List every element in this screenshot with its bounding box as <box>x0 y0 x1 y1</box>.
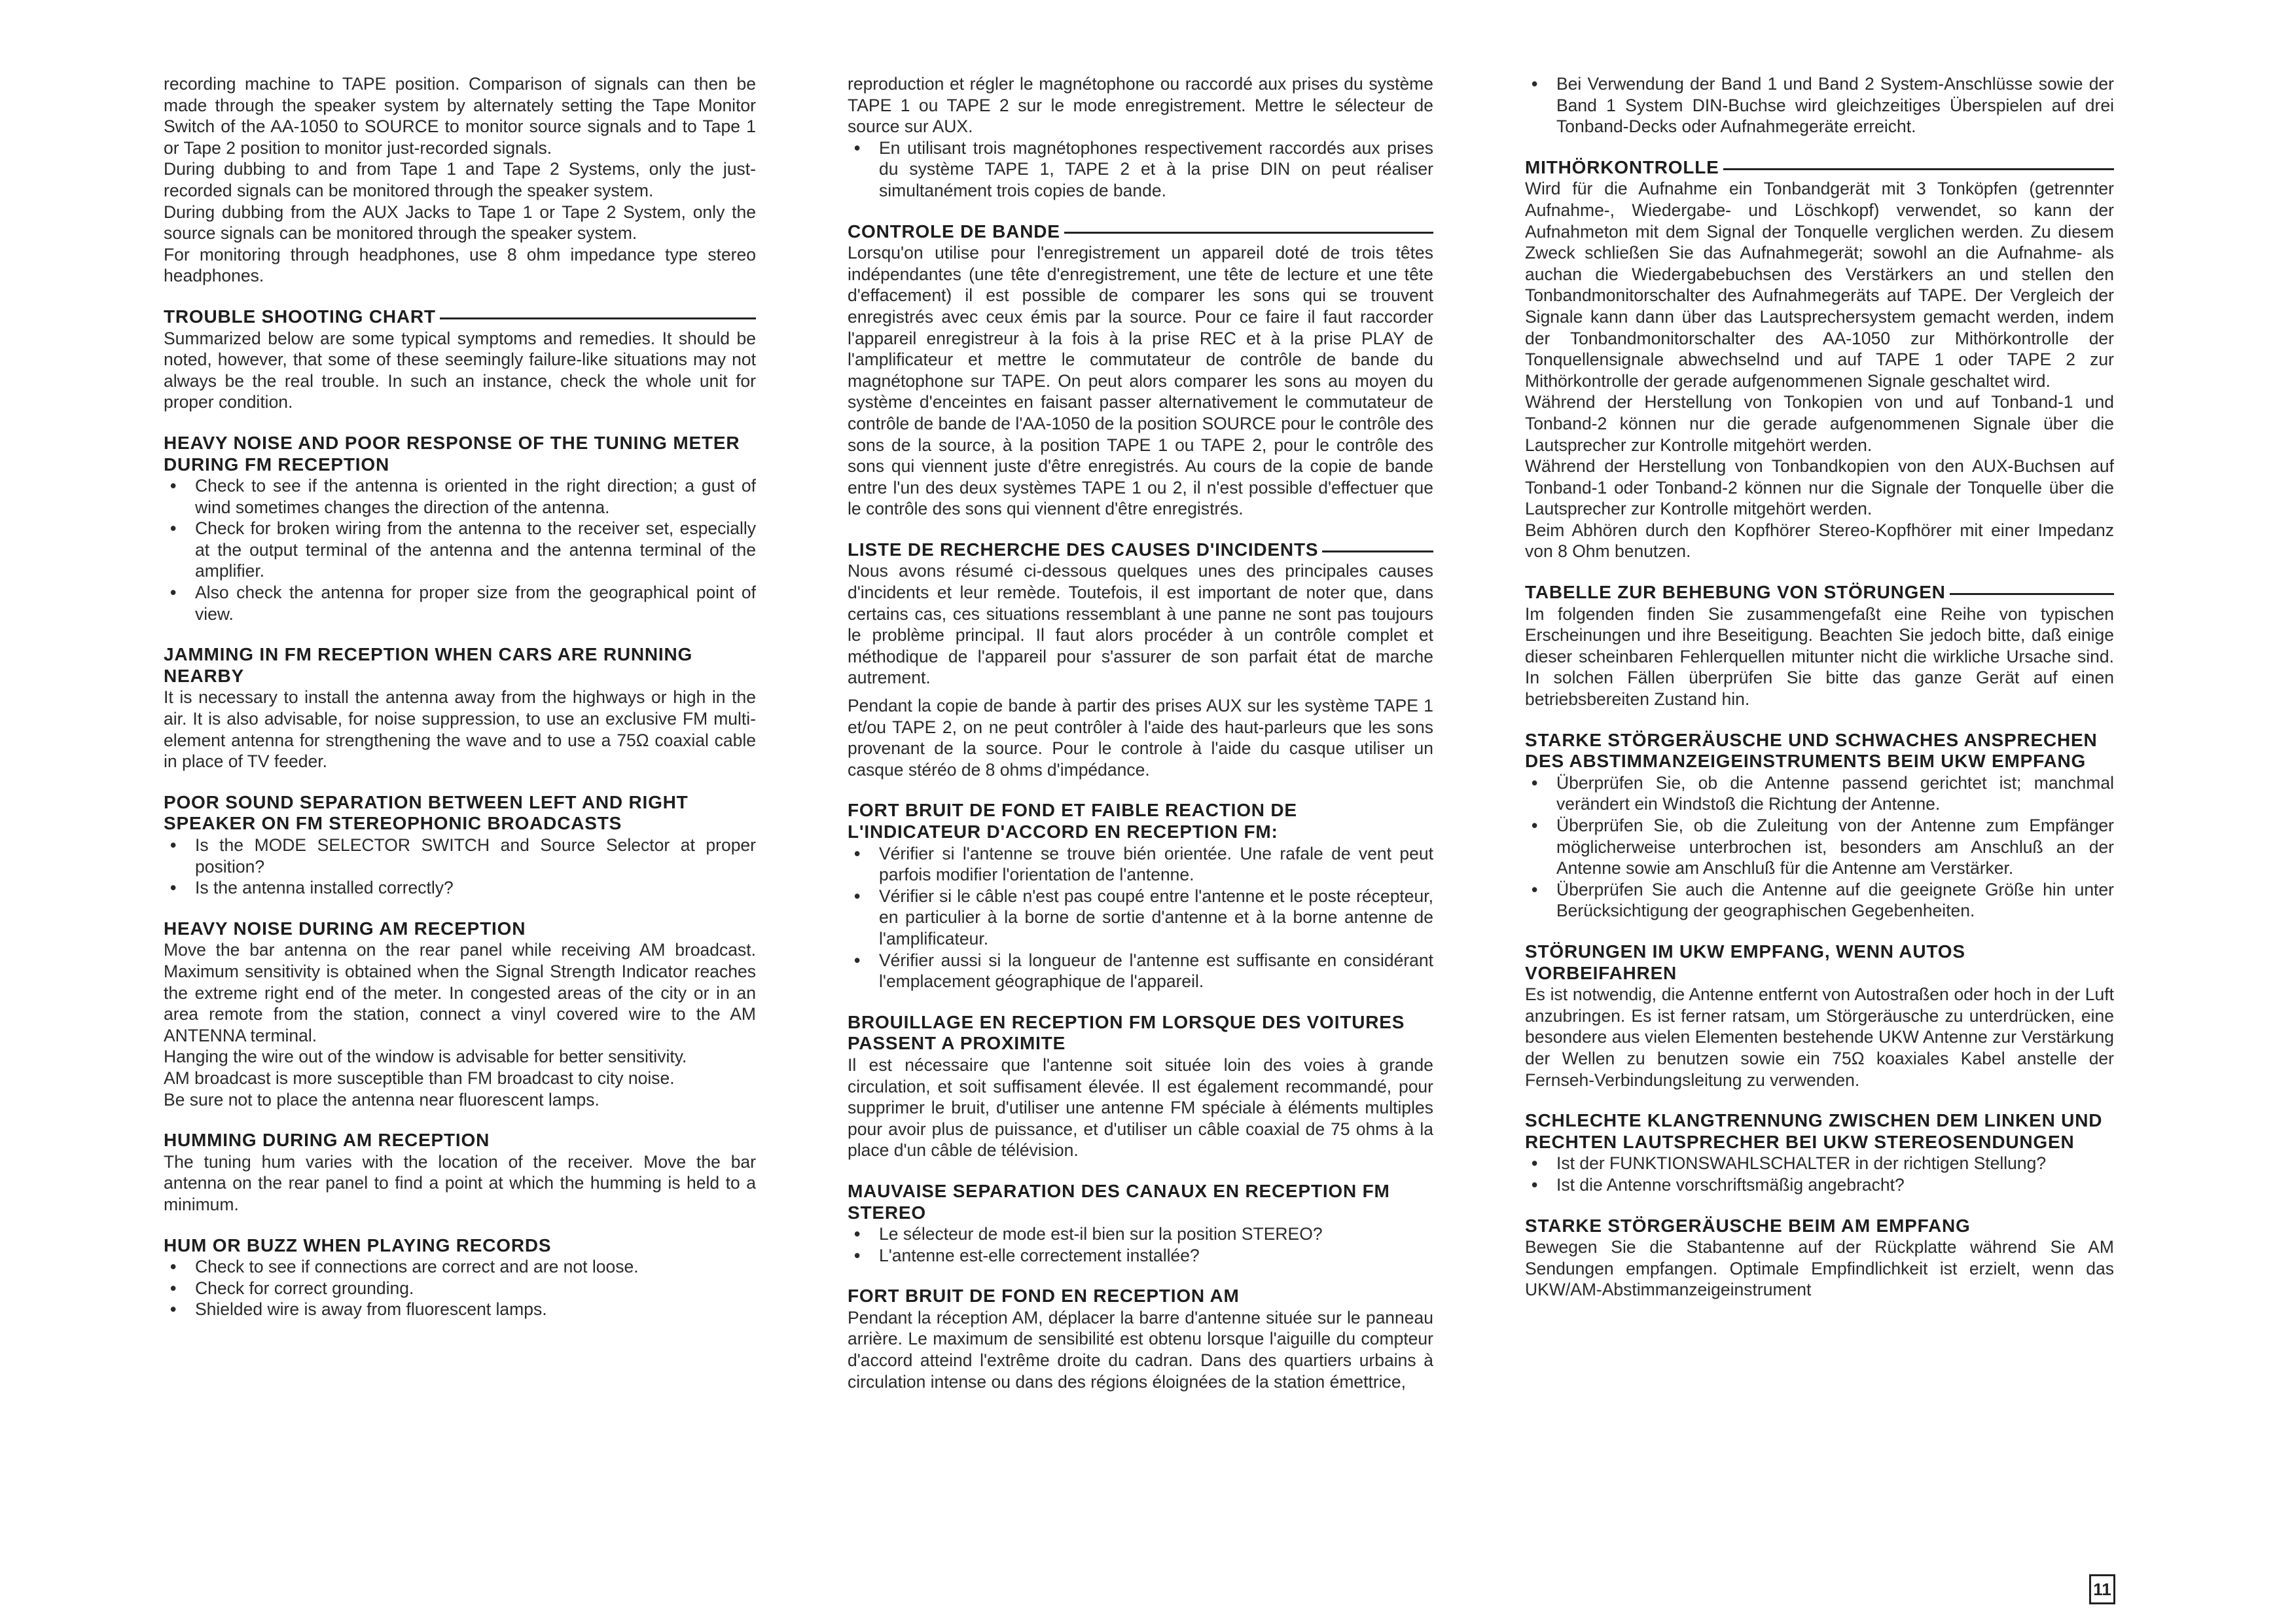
paragraph: Bewegen Sie die Stabantenne auf der Rückplatte während Sie AM Sendungen empfangen. Optimale Empfindlichkeit ist erzielt, wenn das UKW/AM-Abstimmanzeigeinstrument <box>1525 1237 2114 1300</box>
paragraph: Nous avons résumé ci-dessous quelques unes des principales causes d'incidents et leur remède. Toutefois, il est important de noter que, dans certains cas, ces situations ressemblant à une panne ne sont pas toujours le problème principal. Il faut alors procéder à un contrôle complet et méthodique de l'appareil pour s'assurer de son parfait état de marche autrement. <box>848 561 1433 688</box>
list-item: • Vérifier si le câble n'est pas coupé entre l'antenne et le poste récepteur, en particulier à la borne de sortie d'antenne et à la borne antenne de l'amplificateur. <box>848 886 1433 950</box>
section-heading: SCHLECHTE KLANGTRENNUNG ZWISCHEN DEM LINKEN UND RECHTEN LAUTSPRECHER BEI UKW STEREOSENDUNGEN <box>1525 1110 2103 1152</box>
list-item: • Überprüfen Sie, ob die Antenne passend gerichtet ist; manchmal verändert ein Windstoß die Richtung der Antenne. <box>1525 772 2114 815</box>
section-heading: STARKE STÖRGERÄUSCHE UND SCHWACHES ANSPRECHEN DES ABSTIMMANZEIGEINSTRUMENTS BEIM UKW EMPFANG <box>1525 729 2098 772</box>
paragraph: recording machine to TAPE position. Comparison of signals can then be made through the speaker system by alternately setting the Tape Monitor Switch of the AA-1050 to SOURCE to monitor source signals and to Tape 1 or Tape 2 position to monitor just-recorded signals. <box>164 74 756 158</box>
paragraph: Beim Abhören durch den Kopfhörer Stereo-Kopfhörer mit einer Impedanz von 8 Ohm benutzen. <box>1525 520 2114 562</box>
section-heading: STÖRUNGEN IM UKW EMPFANG, WENN AUTOS VORBEIFAHREN <box>1525 941 1965 983</box>
heading-rule <box>1322 550 1433 552</box>
paragraph: Während der Herstellung von Tonkopien von und auf Tonband-1 und Tonband-2 können nur die gerade aufgenommenen Signale über die Lautsprecher zur Kontrolle mitgehört werden. <box>1525 392 2114 455</box>
ukw-autos-section <box>1525 941 2114 1091</box>
section-heading: FORT BRUIT DE FOND EN RECEPTION AM <box>848 1286 1240 1307</box>
copie-intro <box>848 73 1433 202</box>
list-item: • L'antenne est-elle correctement installée? <box>848 1245 1433 1267</box>
section-heading: TROUBLE SHOOTING CHART <box>164 306 756 328</box>
page-number: 11 <box>2089 1574 2115 1604</box>
list-item: • Ist die Antenne vorschriftsmäßig angebracht? <box>1525 1174 2114 1196</box>
bullet-list <box>848 1223 1433 1266</box>
records-hum-section <box>164 1235 756 1320</box>
english-column <box>164 73 756 1340</box>
heading-rule <box>1950 593 2114 595</box>
paragraph: During dubbing to and from Tape 1 and Tape 2 Systems, only the just-recorded signals can be monitored through the speaker system. <box>164 159 756 200</box>
klangtrennung-section <box>1525 1110 2114 1195</box>
list-item: • Check to see if connections are correct and are not loose. <box>164 1256 756 1278</box>
list-item: • Check for correct grounding. <box>164 1278 756 1299</box>
list-item: • Überprüfen Sie auch die Antenne auf die geeignete Größe hin unter Berücksichtigung der geographischen Gegebenheiten. <box>1525 879 2114 922</box>
section-heading: JAMMING IN FM RECEPTION WHEN CARS ARE RUNNING NEARBY <box>164 644 693 686</box>
fm-separation-section <box>164 792 756 899</box>
heading-rule <box>1723 168 2114 170</box>
tabelle-section <box>1525 582 2114 710</box>
german-column <box>1525 73 2114 1320</box>
bullet-list <box>848 843 1433 992</box>
paragraph: Move the bar antenna on the rear panel while receiving AM broadcast. Maximum sensitivity is obtained when the Signal Strength Indicator reaches the extreme right end of the meter. In congested areas of the city or in an area remote from the station, connect a vinyl covered wire to the AM ANTENNA terminal. <box>164 940 756 1045</box>
section-heading: POOR SOUND SEPARATION BETWEEN LEFT AND RIGHT SPEAKER ON FM STEREOPHONIC BROADCASTS <box>164 791 689 834</box>
section-heading: FORT BRUIT DE FOND ET FAIBLE REACTION DE L'INDICATEUR D'ACCORD EN RECEPTION FM: <box>848 800 1297 842</box>
list-item: • Is the MODE SELECTOR SWITCH and Source Selector at proper position? <box>164 835 756 877</box>
paragraph: Es ist notwendig, die Antenne entfernt von Autostraßen oder hoch in der Luft anzubringen. Es ist ferner ratsam, um Störgeräusche zu unterdrücken, eine besondere aus vielen Elementen bestehende UKW Antenne zur Verstärkung der Wellen zu benutzen sowie ein 75Ω koaxiales Kabel anstelle der Fernseh-Verbindungsleitung zu verwenden. <box>1525 984 2114 1090</box>
list-item: • Bei Verwendung der Band 1 und Band 2 System-Anschlüsse sowie der Band 1 System DIN-Buchse wird gleichzeitiges Überspielen auf drei Tonband-Decks oder Aufnahmegeräte erreicht. <box>1525 73 2114 137</box>
list-item: • Vérifier aussi si la longueur de l'antenne est suffisante en considérant l'emplacement géographique de l'appareil. <box>848 950 1433 992</box>
paragraph: reproduction et régler le magnétophone ou raccordé aux prises du système TAPE 1 ou TAPE 2 sur le mode enregistrement. Mettre le sélecteur de source sur AUX. <box>848 74 1433 137</box>
heading-rule <box>1064 232 1433 234</box>
section-heading: LISTE DE RECHERCHE DES CAUSES D'INCIDENTS <box>848 539 1433 561</box>
section-heading: HUMMING DURING AM RECEPTION <box>164 1130 490 1151</box>
bullet-list <box>164 475 756 624</box>
paragraph: Be sure not to place the antenna near fluorescent lamps. <box>164 1089 600 1110</box>
list-item: • Also check the antenna for proper size from the geographical point of view. <box>164 582 756 624</box>
fm-brouillage-section <box>848 1012 1433 1161</box>
am-bruit-section <box>848 1286 1433 1392</box>
fm-bruit-section <box>848 800 1433 992</box>
fm-noise-section <box>164 433 756 624</box>
paragraph: Während der Herstellung von Tonbandkopien von den AUX-Buchsen auf Tonband-1 oder Tonband-2 können nur die Signale der Tonquelle über die Lautsprecher zur Kontrolle mitgehört werden. <box>1525 456 2114 519</box>
bullet-list <box>1525 1153 2114 1195</box>
paragraph: Summarized below are some typical symptoms and remedies. It should be noted, however, that some of these seemingly failure-like situations may not always be the real trouble. In such an instance, check the whole unit for proper condition. <box>164 328 756 412</box>
list-item: • Check to see if the antenna is oriented in the right direction; a gust of wind sometimes changes the direction of the antenna. <box>164 475 756 518</box>
liste-section <box>848 539 1433 781</box>
paragraph: AM broadcast is more susceptible than FM broadcast to city noise. <box>164 1068 675 1088</box>
ukw-stoergeraeusche-section <box>1525 730 2114 922</box>
paragraph: Pendant la réception AM, déplacer la barre d'antenne située sur le panneau arrière. Le maximum de sensibilité est obtenu lorsque l'aiguille du compteur d'accord atteind l'extrême droite du cadran. Dans des quartiers urbains à circulation intense ou dans des régions éloignées de la station émettrice, <box>848 1307 1433 1392</box>
paragraph: Hanging the wire out of the window is advisable for better sensitivity. <box>164 1047 687 1067</box>
french-column <box>848 73 1433 1412</box>
section-heading: HUM OR BUZZ WHEN PLAYING RECORDS <box>164 1235 552 1255</box>
fm-separation-section <box>848 1181 1433 1266</box>
paragraph: Im folgenden finden Sie zusammengefaßt eine Reihe von typischen Erscheinungen und ihre Beseitigung. Beachten Sie jedoch bitte, daß einige dieser scheinbaren Fehlerquellen mitunter nicht die wirkliche Ursache sind. In solchen Fällen überprüfen Sie bitte das ganze Gerät auf einen betriebsbereiten Zustand hin. <box>1525 604 2114 710</box>
bullet-list <box>1525 73 2114 137</box>
section-heading: HEAVY NOISE DURING AM RECEPTION <box>164 918 526 939</box>
bullet-list <box>164 1256 756 1320</box>
list-item: • Vérifier si l'antenne se trouve bién orientée. Une rafale de vent peut parfois modifier l'orientation de l'antenne. <box>848 843 1433 886</box>
paragraph: During dubbing from the AUX Jacks to Tape 1 or Tape 2 System, only the source signals can be monitored through the speaker system. <box>164 202 756 244</box>
monitoring-intro <box>164 73 756 287</box>
paragraph: Pendant la copie de bande à partir des prises AUX sur les système TAPE 1 et/ou TAPE 2, on ne peut contrôler à l'aide des haut-parleurs que les sons provenant de la source. Pour le controle à l'aide du casque utiliser un casque stéréo de 8 ohms d'impédance. <box>848 696 1433 780</box>
list-item: • Le sélecteur de mode est-il bien sur la position STEREO? <box>848 1223 1433 1245</box>
section-heading: MAUVAISE SEPARATION DES CANAUX EN RECEPTION FM STEREO <box>848 1180 1390 1223</box>
bullet-list <box>164 835 756 899</box>
controle-section <box>848 221 1433 520</box>
list-item: • Check for broken wiring from the antenna to the receiver set, especially at the output terminal of the antenna and the antenna terminal of the amplifier. <box>164 518 756 582</box>
fm-jamming-section <box>164 644 756 772</box>
bullet-list <box>1525 772 2114 922</box>
paragraph: Lorsqu'on utilise pour l'enregistrement un appareil doté de trois têtes indépendantes (une tête d'enregistrement, une tête de lecture et une tête d'effacement) il est possible de comparer les sons qui se trouvent enregistrés avec ceux émis par la source. Pour ce faire il faut raccorder l'appareil enregistreur à la fois à la prise REC et à la prise PLAY de l'amplificateur et mettre le commutateur de contrôle de bande du magnétophone sur TAPE. On peut alors comparer les sons au moyen du système d'enceintes en faisant passer alternativement le commutateur de contrôle de bande de l'AA-1050 de la position SOURCE pour le contrôle des sons de la source, à la position TAPE 1 ou TAPE 2, pour le contrôle des sons qui viennent juste d'être enregistrés. Au cours de la copie de bande entre l'un des deux systèmes TAPE 1 ou 2, il n'est possible d'effectuer que le contrôle des sons qui viennent d'être enregistrés. <box>848 243 1433 519</box>
paragraph: The tuning hum varies with the location of the receiver. Move the bar antenna on the rear panel to find a point at which the humming is held to a minimum. <box>164 1151 756 1214</box>
mithoerkontrolle-section <box>1525 157 2114 562</box>
section-heading: STARKE STÖRGERÄUSCHE BEIM AM EMPFANG <box>1525 1215 1971 1236</box>
section-heading: HEAVY NOISE AND POOR RESPONSE OF THE TUNING METER DURING FM RECEPTION <box>164 432 740 475</box>
list-item: • Is the antenna installed correctly? <box>164 877 756 899</box>
section-heading: CONTROLE DE BANDE <box>848 221 1433 243</box>
list-item: • Ist der FUNKTIONSWAHLSCHALTER in der richtigen Stellung? <box>1525 1153 2114 1174</box>
bullet-list <box>848 137 1433 202</box>
list-item: • Überprüfen Sie, ob die Zuleitung von der Antenne zum Empfänger möglicherweise unterbrochen ist, besonders am Anschluß an der Antenne sowie am Anschluß für die Antenne am Verstärker. <box>1525 815 2114 879</box>
section-heading: BROUILLAGE EN RECEPTION FM LORSQUE DES VOITURES PASSENT A PROXIMITE <box>848 1011 1405 1054</box>
section-heading: MITHÖRKONTROLLE <box>1525 157 2114 179</box>
paragraph: For monitoring through headphones, use 8 ohm impedance type stereo headphones. <box>164 244 756 286</box>
section-heading: TABELLE ZUR BEHEBUNG VON STÖRUNGEN <box>1525 582 2114 604</box>
am-humming-section <box>164 1130 756 1215</box>
am-stoergeraeusche-section <box>1525 1216 2114 1301</box>
am-noise-section <box>164 918 756 1110</box>
list-item: • Shielded wire is away from fluorescent lamps. <box>164 1299 756 1320</box>
paragraph: It is necessary to install the antenna away from the highways or high in the air. It is also advisable, for noise suppression, to use an exclusive FM multi-element antenna for strengthening the wave and to use a 75Ω coaxial cable in place of TV feeder. <box>164 687 756 772</box>
heading-rule <box>440 317 756 319</box>
list-item: • En utilisant trois magnétophones respectivement raccordés aux prises du système TAPE 1, TAPE 2 et à la prise DIN on peut réaliser simultanément trois copies de bande. <box>848 137 1433 202</box>
ueberspielen-intro <box>1525 73 2114 137</box>
trouble-shooting-section <box>164 306 756 413</box>
paragraph: Il est nécessaire que l'antenne soit située loin des voies à grande circulation, et soit suffisament élevée. Il est également recommandé, pour supprimer le bruit, d'utiliser une antenne FM spéciale à éléments multiples pour avoir plus de puissance, et d'utiliser un câble coaxial de 75 ohms à la place d'un câble de télévision. <box>848 1055 1433 1161</box>
paragraph: Wird für die Aufnahme ein Tonbandgerät mit 3 Tonköpfen (getrennter Aufnahme-, Wiedergabe- und Löschkopf) verwendet, so kann der Aufnahmeton mit dem Signal der Tonquelle verglichen werden. Zu diesem Zweck schließen Sie das Aufnahmegerät; sowohl an die Aufnahme- als auchan die Wiedergabebuchsen des Verstärkers an und stellen den Tonbandmonitorschalter des Aufnahmegeräts auf TAPE. Der Vergleich der Signale kann dann über das Lautsprechersystem gemacht werden, indem der Tonbandmonitorschalter des AA-1050 zur Mithörkontrolle der Tonquellensignale abwechselnd und auf TAPE 1 oder TAPE 2 zur Mithörkontrolle der gerade aufgenommenen Signale geschaltet wird. <box>1525 179 2114 391</box>
